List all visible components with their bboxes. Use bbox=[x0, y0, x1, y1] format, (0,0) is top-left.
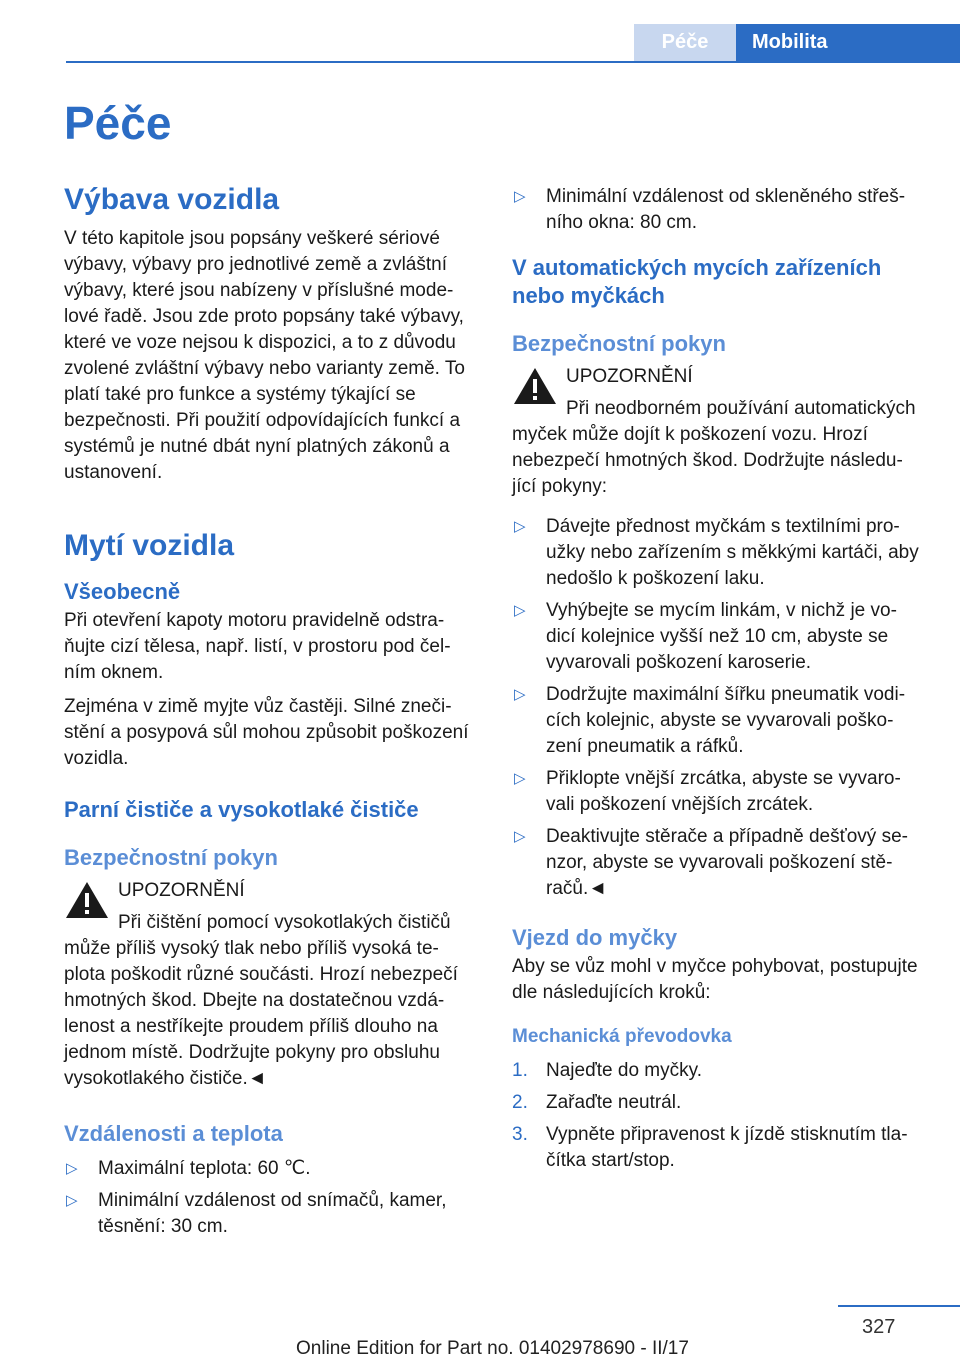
list-marker-icon: ▷ bbox=[66, 1192, 78, 1209]
list-item bbox=[64, 1188, 472, 1240]
subsection-title-parni: Parní čističe a vysokotlaké čističe bbox=[64, 797, 419, 822]
list-item-text: Minimální vzdálenost od snímačů, kamer, těsnění: 30 cm. bbox=[98, 1190, 447, 1237]
step-item bbox=[512, 1122, 920, 1174]
subsection-title-vjezd: Vjezd do myčky bbox=[512, 925, 678, 950]
vjezd-paragraph: Aby se vůz mohl v myčce pohybovat, postupujte dle následujících kroků: bbox=[512, 956, 918, 1003]
right-column bbox=[512, 180, 920, 1180]
warning-text: Při čištění pomocí vysokotlakých čističů může příliš vysoký tlak nebo příliš vysoká teplota poškodit různé součásti. Hrozí nebezpečí hmotných škod. Dbejte na dostatečnou vzdálenost a nestříkejte proudem příliš dlouho na jednom místě. Dodržujte pokyny pro obsluhu vysokotlakého čističe.◄ bbox=[64, 912, 458, 1089]
footer-rule bbox=[838, 1305, 960, 1307]
step-item bbox=[512, 1090, 920, 1116]
list-item bbox=[512, 184, 920, 236]
list-item bbox=[512, 514, 920, 592]
warning-label: UPOZORNĚNÍ bbox=[566, 366, 693, 387]
step-number: 1. bbox=[512, 1060, 528, 1081]
chapter-title: Péče bbox=[64, 97, 172, 149]
list-item bbox=[512, 682, 920, 760]
edition-footer: Online Edition for Part no. 01402978690 - II/17 bbox=[296, 1338, 689, 1359]
steps-list bbox=[512, 1058, 920, 1174]
list-marker-icon: ▷ bbox=[66, 1160, 78, 1177]
page-number: 327 bbox=[862, 1316, 896, 1338]
warning-icon bbox=[512, 366, 558, 406]
distance-list bbox=[64, 1156, 472, 1240]
step-text: Vypněte připravenost k jízdě stisknutím tlačítka start/stop. bbox=[546, 1124, 908, 1171]
warning-text: Při neodborném používání automatických myček může dojít k poškození vozu. Hrozí nebezpečí hmotných škod. Dodržujte následující pokyny: bbox=[512, 398, 916, 497]
vseobecne-paragraph-1: Při otevření kapoty motoru pravidelně odstraňujte cizí tělesa, např. listí, v prostoru pod čelním oknem. bbox=[64, 610, 451, 683]
warning-box-right bbox=[512, 364, 920, 500]
section-title-myti: Mytí vozidla bbox=[64, 529, 235, 562]
section-title-vybava: Výbava vozidla bbox=[64, 183, 280, 216]
subsection-title-vzdalenosti: Vzdálenosti a teplota bbox=[64, 1121, 283, 1146]
car-wash-list bbox=[512, 514, 920, 902]
distance-list-continued bbox=[512, 184, 920, 236]
subsection-title-vseobecne: Všeobecně bbox=[64, 579, 181, 604]
list-marker-icon: ▷ bbox=[514, 828, 526, 845]
list-item-text: Minimální vzdálenost od skleněného střešního okna: 80 cm. bbox=[546, 186, 906, 233]
top-navigation bbox=[0, 24, 960, 61]
list-item bbox=[512, 766, 920, 818]
list-item-text: Vyhýbejte se mycím linkám, v nichž je vodicí kolejnice vyšší než 10 cm, abyste se vyvarovali poškození karoserie. bbox=[546, 600, 897, 673]
list-marker-icon: ▷ bbox=[514, 770, 526, 787]
step-item bbox=[512, 1058, 920, 1084]
list-item-text: Přiklopte vnější zrcátka, abyste se vyvarovali poškození vnějších zrcátek. bbox=[546, 768, 901, 815]
list-item-text: Dodržujte maximální šířku pneumatik vodicích kolejnic, abyste se vyvarovali poškození pneumatik a ráfků. bbox=[546, 684, 906, 757]
vseobecne-paragraph-2: Zejména v zimě myjte vůz častěji. Silné znečistění a posypová sůl mohou způsobit poškození vozidla. bbox=[64, 696, 469, 769]
step-text: Najeďte do myčky. bbox=[546, 1060, 702, 1081]
list-marker-icon: ▷ bbox=[514, 518, 526, 535]
warning-icon bbox=[64, 880, 110, 920]
subsection-title-mechanicka: Mechanická převodovka bbox=[512, 1026, 732, 1047]
warning-box-left bbox=[64, 878, 472, 1092]
subsection-title-automaticke: V automatických mycích zařízeních nebo myčkách bbox=[512, 255, 882, 308]
list-item-text: Dávejte přednost myčkám s textilními proužky nebo zařízením s měkkými kartáči, aby nedošlo k poškození laku. bbox=[546, 516, 919, 589]
header-rule bbox=[66, 61, 960, 63]
vybava-paragraph: V této kapitole jsou popsány veškeré sériové výbavy, výbavy pro jednotlivé země a zvláštní výbavy, které jsou nabízeny v příslušné modelové řadě. Jsou zde proto popsány také výbavy, které ve voze nejsou k dispozici, a to z důvodu zvolené zvláštní výbavy nebo varianty země. To platí také pro funkce a systémy týkající se bezpečnosti. Při použití odpovídajících funkcí a systémů je nutné dbát nyní platných zákonů a ustanovení. bbox=[64, 228, 465, 483]
list-marker-icon: ▷ bbox=[514, 602, 526, 619]
list-item bbox=[512, 598, 920, 676]
list-item bbox=[64, 1156, 472, 1182]
left-column bbox=[64, 180, 472, 1246]
step-text: Zařaďte neutrál. bbox=[546, 1092, 682, 1113]
list-marker-icon: ▷ bbox=[514, 188, 526, 205]
tab-mobilita[interactable]: Mobilita bbox=[736, 24, 960, 61]
tab-pece[interactable]: Péče bbox=[634, 24, 736, 61]
list-item-text: Deaktivujte stěrače a případně dešťový senzor, abyste se vyvarovali poškození stěračů.◄ bbox=[546, 826, 908, 899]
safety-title-right: Bezpečnostní pokyn bbox=[512, 331, 726, 356]
safety-title-left: Bezpečnostní pokyn bbox=[64, 845, 278, 870]
warning-label: UPOZORNĚNÍ bbox=[118, 880, 245, 901]
list-item-text: Maximální teplota: 60 ℃. bbox=[98, 1158, 311, 1179]
step-number: 2. bbox=[512, 1092, 528, 1113]
list-item bbox=[512, 824, 920, 902]
step-number: 3. bbox=[512, 1124, 528, 1145]
list-marker-icon: ▷ bbox=[514, 686, 526, 703]
